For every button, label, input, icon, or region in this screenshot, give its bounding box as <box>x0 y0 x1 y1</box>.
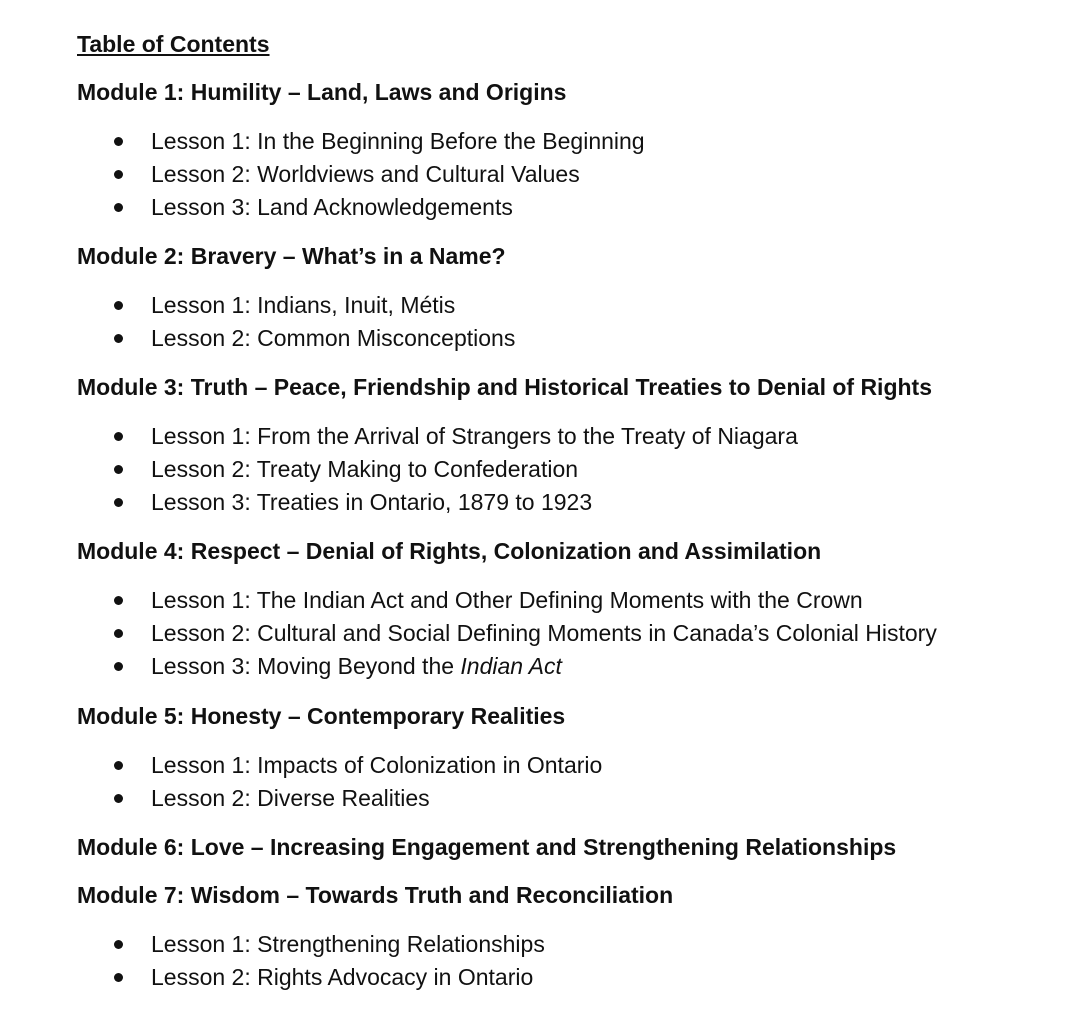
bullet-icon <box>114 940 123 949</box>
lesson-label: Lesson 1: Strengthening Relationships <box>151 931 545 957</box>
lesson-label: Lesson 2: Rights Advocacy in Ontario <box>151 964 534 990</box>
lesson-label: Lesson 1: From the Arrival of Strangers to the Treaty of Niagara <box>151 423 798 449</box>
module-1-heading: Module 1: Humility – Land, Laws and Origins <box>77 79 567 105</box>
lesson-label <box>151 650 562 683</box>
lesson-label: Lesson 3: Treaties in Ontario, 1879 to 1923 <box>151 489 593 515</box>
bullet-icon <box>114 203 123 212</box>
bullet-icon <box>114 761 123 770</box>
bullet-icon <box>114 596 123 605</box>
module-6-heading: Module 6: Love – Increasing Engagement and Strengthening Relationships <box>77 834 897 860</box>
module-5-heading: Module 5: Honesty – Contemporary Realities <box>77 703 566 729</box>
lesson-label: Lesson 1: Impacts of Colonization in Ontario <box>151 752 603 778</box>
bullet-icon <box>114 301 123 310</box>
bullet-icon <box>114 334 123 343</box>
bullet-icon <box>114 432 123 441</box>
page-title: Table of Contents <box>77 31 270 57</box>
bullet-icon <box>114 794 123 803</box>
lesson-label: Lesson 2: Treaty Making to Confederation <box>151 456 579 482</box>
module-4-heading: Module 4: Respect – Denial of Rights, Colonization and Assimilation <box>77 538 822 564</box>
lesson-label: Lesson 1: Indians, Inuit, Métis <box>151 292 456 318</box>
bullet-icon <box>114 137 123 146</box>
bullet-icon <box>114 170 123 179</box>
lesson-label: Lesson 2: Common Misconceptions <box>151 325 516 351</box>
lesson-label-prefix: Lesson 3: Moving Beyond the <box>151 653 461 679</box>
lesson-label: Lesson 1: The Indian Act and Other Defining Moments with the Crown <box>151 587 863 613</box>
module-7-heading: Module 7: Wisdom – Towards Truth and Reconciliation <box>77 882 674 908</box>
lesson-label: Lesson 3: Land Acknowledgements <box>151 194 513 220</box>
module-3-heading: Module 3: Truth – Peace, Friendship and Historical Treaties to Denial of Rights <box>77 374 932 400</box>
lesson-label-italic: Indian Act <box>460 653 562 679</box>
bullet-icon <box>114 973 123 982</box>
bullet-icon <box>114 629 123 638</box>
bullet-icon <box>114 662 123 671</box>
lesson-label: Lesson 2: Worldviews and Cultural Values <box>151 161 580 187</box>
bullet-icon <box>114 498 123 507</box>
lesson-label: Lesson 1: In the Beginning Before the Beginning <box>151 128 645 154</box>
lesson-label: Lesson 2: Cultural and Social Defining Moments in Canada’s Colonial History <box>151 620 937 646</box>
lesson-label: Lesson 2: Diverse Realities <box>151 785 430 811</box>
module-2-heading: Module 2: Bravery – What’s in a Name? <box>77 243 506 269</box>
bullet-icon <box>114 465 123 474</box>
